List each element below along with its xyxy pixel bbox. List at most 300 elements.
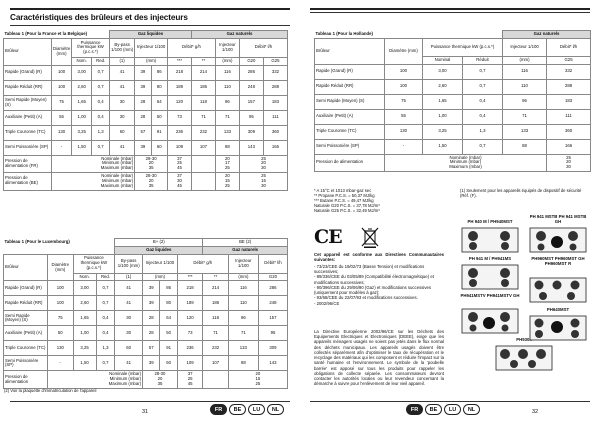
table-cell: 55	[51, 110, 71, 125]
language-flags	[406, 404, 480, 415]
cell-line: 28-30	[145, 155, 157, 161]
cell-line: 30	[177, 177, 182, 183]
table-cell: 71	[228, 326, 258, 341]
table-cell: 116	[503, 64, 547, 79]
table-cell: 1,50	[423, 139, 463, 154]
table-cell: 71	[215, 110, 239, 125]
cell-line: 30	[261, 182, 266, 188]
table-cell: 41	[110, 140, 135, 155]
table-cell: 118	[203, 311, 228, 326]
conformity-list	[314, 264, 444, 306]
table-cell: 248	[239, 80, 263, 95]
table-cell: 111	[263, 110, 287, 125]
weee-text: La Directive Européenne 2002/96/CE sur les Déchets des Equipements Electriques et Electroniques (DEEE), exige que les appareils ménagers usagés ne soient pas jetés dans le flux normal des déchets municipaux. Les appareils usagés doivent être collectés séparément afin d'optimiser le taux de récupération et le recyclage des matériaux qui les composent et réduire l'impact sur la santé humaine et l'environnement. Le symbole de la 'poubelle barrée' est apposé sur tous les produits pour rappeler les obligations de collecte séparée. Les consommateurs devront contacter les autorités locales ou leur revendeur concernant la démarche à suivre pour l'enlèvement de leur vieil appareil.	[314, 329, 444, 387]
table-cell: Semi Rapide (Moyen) (S)	[315, 94, 385, 109]
group-header-be: BE (2)	[203, 239, 288, 247]
table-cell	[385, 154, 547, 171]
sub-header: G25	[547, 56, 591, 64]
table-cell: Auxiliaire (Petit) (A)	[4, 110, 52, 125]
table-cell	[215, 155, 239, 172]
table-cell: 0,7	[92, 80, 110, 95]
col-header: Injecteur 1/100	[143, 254, 178, 273]
table-cell: 73	[168, 110, 192, 125]
table-cell: 71	[503, 109, 547, 124]
table-cell	[177, 371, 203, 388]
conformity-item: - 90/396/CEE du 29/06/90 (Gaz) et modifications successives (uniquement pour modèles à gaz);	[314, 284, 432, 296]
table-row	[4, 326, 288, 341]
footnote-line: Naturale G20 P.C.S. = 37,78 MJ/m³	[314, 203, 380, 209]
cell-line: Maximum (mbar)	[100, 182, 134, 188]
table-cell: 248	[258, 296, 287, 311]
col-header: Diamètre (mm)	[51, 38, 71, 65]
table-cell	[191, 173, 215, 190]
table-cell: 288	[263, 80, 287, 95]
sub-header: Nom.	[73, 273, 96, 281]
table-cell: 110	[503, 79, 547, 94]
conformity-item: - 89/336/CEE du 03/05/89 (Compatibilité électromagnétique) et modifications successives;	[314, 274, 434, 285]
table-cell: 120	[177, 311, 203, 326]
pressure-row	[4, 173, 288, 190]
table-cell: 133	[503, 124, 547, 139]
table-cell: 28	[143, 326, 160, 341]
table-cell: 64	[160, 311, 177, 326]
cell-line: 20	[225, 173, 230, 179]
page-number: 31	[142, 409, 149, 415]
table-cell: 116	[228, 281, 258, 296]
product-label: PH930..	[516, 337, 532, 342]
table-cell: 0,4	[96, 326, 115, 341]
pressure-row	[4, 371, 288, 388]
table-cell: 143	[258, 356, 287, 371]
sub-header: G20	[258, 273, 287, 281]
cell-line: Maximum (mbar)	[449, 164, 482, 170]
language-badge: LU	[248, 404, 265, 415]
table-cell: 30	[110, 110, 135, 125]
sub-header: (1)	[110, 57, 135, 65]
col-header: Injecteur 1/100	[503, 38, 547, 56]
cell-line: 15	[255, 376, 261, 382]
table-cell: 286	[258, 281, 287, 296]
table-row	[4, 311, 288, 326]
product-label: PH 941 M / PH941MS	[468, 256, 512, 261]
product-label: PH941MSTV PH941MSTV GH	[460, 293, 520, 298]
table-cell: 88	[215, 140, 239, 155]
cell-line: 25	[187, 376, 193, 382]
table-cell: 86	[160, 281, 177, 296]
table-cell: 0,4	[96, 311, 115, 326]
table-cell: 0,4	[92, 110, 110, 125]
table-cell: 64	[151, 95, 167, 110]
cell-line: 25	[225, 182, 230, 188]
product-label: PH960MST PH960MST GH PH960MST R	[531, 256, 585, 266]
table-cell: Auxiliaire (Petit) (A)	[4, 326, 48, 341]
hob-diagram	[461, 227, 519, 253]
sub-header: (mm)	[215, 57, 239, 65]
table-cell: 1,50	[73, 356, 96, 371]
table-row	[315, 64, 591, 79]
table-cell: 0,4	[92, 95, 110, 110]
table-cell: 55	[385, 109, 423, 124]
table-netherlands	[314, 30, 591, 172]
table-cell: 80	[160, 296, 177, 311]
cell-line: 17	[225, 160, 230, 166]
table-cell: 91	[151, 125, 167, 140]
table-cell: 39	[135, 140, 151, 155]
conformity-title: Cet appareil est conforme aux Directives Communautaires suivantes:	[314, 252, 444, 263]
table-cell: 75	[385, 94, 423, 109]
table-cell: 2,60	[73, 296, 96, 311]
cell-line: 20	[566, 159, 571, 165]
table-cell: 41	[110, 80, 135, 95]
table-cell: 71	[191, 110, 215, 125]
table-cell: 3,00	[73, 281, 96, 296]
cell-line: 35	[148, 165, 154, 171]
cell-line: 45	[177, 182, 182, 188]
cell-line: Minimum (mbar)	[449, 159, 482, 165]
group-header-natural: Gaz naturels	[203, 246, 288, 254]
table-cell: 1,50	[72, 140, 92, 155]
table-cell: Rapide Réduit (RR)	[315, 79, 385, 94]
table-cell: 28	[135, 95, 151, 110]
table-cell: 88	[503, 139, 547, 154]
table-row	[4, 80, 288, 95]
table-row	[315, 94, 591, 109]
cell-line: 20	[148, 177, 154, 183]
table-luxembourg	[3, 238, 288, 389]
table-cell: 120	[168, 95, 192, 110]
table-cell: Semi Poissonière (SP)	[315, 139, 385, 154]
table-cell: 39	[135, 80, 151, 95]
table-cell: 360	[547, 124, 591, 139]
hob-diagram	[495, 345, 553, 371]
crossed-bin-icon	[360, 226, 380, 248]
ce-mark-icon: CE	[314, 226, 342, 248]
sub-header: **	[191, 57, 215, 65]
table-cell: -	[385, 139, 423, 154]
table-row	[4, 95, 288, 110]
col-header: Débit* g/h	[168, 38, 216, 57]
cell-line: 25	[566, 154, 571, 160]
hob-diagram	[529, 277, 587, 303]
col-header: Injecteur 1/100	[228, 254, 258, 273]
table-row	[4, 341, 288, 356]
table-cell: 0,7	[96, 296, 115, 311]
table-cell: 41	[110, 65, 135, 80]
table-cell: 3,25	[72, 125, 92, 140]
bottom-rule	[310, 401, 590, 402]
table-cell: 157	[258, 311, 287, 326]
table-cell: 95	[239, 110, 263, 125]
cell-line: 25	[261, 173, 266, 179]
table-cell: 232	[191, 125, 215, 140]
table-cell: 166	[263, 140, 287, 155]
table-cell: 91	[160, 341, 177, 356]
table-cell	[215, 173, 239, 190]
cell-line: 28-30	[145, 173, 157, 179]
table-cell: 41	[115, 296, 143, 311]
table-cell: 1,3	[463, 124, 503, 139]
language-badge: NL	[267, 404, 284, 415]
table-row	[4, 110, 288, 125]
col-header: Injecteur 1/100	[215, 38, 239, 57]
table-cell: 50	[151, 110, 167, 125]
table-row	[315, 124, 591, 139]
cell-line: 45	[187, 381, 193, 387]
table-cell: 60	[110, 125, 135, 140]
table-cell: 286	[239, 65, 263, 80]
footnote-line: * A 15°C et 1013 mbar-gaz sec	[314, 188, 372, 193]
table-cell: Rapide (Grand) (R)	[4, 281, 48, 296]
table-row	[315, 109, 591, 124]
sub-header: Réduit	[463, 56, 503, 64]
footnote-line: Naturale G25 P.C.S. = 32,49 MJ/m³	[314, 208, 380, 214]
table-cell: 111	[547, 109, 591, 124]
table-cell: 189	[168, 80, 192, 95]
table-cell: 0,4	[463, 94, 503, 109]
group-header-liquid: Gaz liquides	[115, 246, 203, 254]
table-cell	[203, 371, 228, 388]
table-cell: 50	[160, 326, 177, 341]
table-cell: 60	[151, 140, 167, 155]
table-cell: 143	[239, 140, 263, 155]
table-cell: 116	[215, 65, 239, 80]
cell-line: 30	[566, 164, 571, 170]
table-cell: 100	[51, 80, 71, 95]
table-cell: 60	[160, 356, 177, 371]
cell-line: 20	[157, 376, 163, 382]
table-cell: 2,60	[423, 79, 463, 94]
cell-line: 45	[177, 165, 182, 171]
sub-header: **	[203, 273, 228, 281]
col-header: Brûleur	[315, 38, 385, 64]
table-cell	[239, 173, 287, 190]
table-footnote: (2) Voir la plaquette d'immatriculation de l'appareil	[4, 388, 97, 393]
table-row	[4, 65, 288, 80]
language-badge: LU	[444, 404, 461, 415]
table-cell: 41	[115, 356, 143, 371]
table-cell: 0,7	[92, 65, 110, 80]
group-header-natural: Gaz naturels	[191, 31, 287, 39]
table-cell: 107	[191, 140, 215, 155]
table-cell: 0,7	[96, 281, 115, 296]
table-cell: 3,00	[72, 65, 92, 80]
table-cell: 288	[547, 79, 591, 94]
cell-line: Nominale (mbar)	[101, 155, 134, 161]
table-cell: 1,00	[73, 326, 96, 341]
col-header: Injecteur 1/100	[135, 38, 168, 57]
col-header: Puissance thermique kW (p.c.s.*)	[73, 254, 115, 273]
table-cell: 60	[115, 341, 143, 356]
table-row	[4, 356, 288, 371]
table-cell: Triple Couronne (TC)	[315, 124, 385, 139]
hob-diagram	[461, 264, 519, 290]
table-cell: 50	[48, 326, 73, 341]
language-badge: FR	[406, 404, 423, 415]
group-header-b: B+ (2)	[115, 239, 203, 247]
col-header: Débit* g/h	[177, 254, 228, 273]
conformity-item: - 73/23/CEE du 19/02/73 (Basse Tension) et modifications successives;	[314, 264, 425, 275]
table-cell	[48, 371, 143, 388]
table-cell: Semi Poissonière (SP)	[4, 140, 52, 155]
table-cell: Triple Couronne (TC)	[4, 125, 52, 140]
table-cell: 3,25	[73, 341, 96, 356]
table-cell: 100	[51, 65, 71, 80]
hob-diagram	[529, 227, 587, 253]
cell-line: Minimum (mbar)	[109, 376, 142, 382]
table-cell: 57	[143, 341, 160, 356]
table-cell: 133	[228, 341, 258, 356]
table-cell: 80	[151, 80, 167, 95]
table-cell: 28	[135, 110, 151, 125]
table-caption: Tableau 1 (Pour le Luxembourg)	[4, 239, 70, 244]
table-cell: 214	[203, 281, 228, 296]
top-rule	[10, 8, 290, 10]
table-cell: 1,00	[423, 109, 463, 124]
table-cell: 109	[177, 356, 203, 371]
table-cell: Semi Rapide (Moyen) (S)	[4, 95, 52, 110]
table-cell: 30	[115, 311, 143, 326]
cell-line: 35	[148, 182, 154, 188]
cell-line: 25	[255, 381, 261, 387]
col-header: Diamètre (mm)	[385, 38, 423, 64]
table-cell: 75	[51, 95, 71, 110]
table-row	[315, 139, 591, 154]
table-cell: 332	[547, 64, 591, 79]
table-france-belgium	[3, 30, 288, 191]
table-cell: 30	[115, 326, 143, 341]
table-cell: 88	[228, 356, 258, 371]
table-cell: 1,00	[72, 110, 92, 125]
cell-line: 25	[225, 165, 230, 171]
cell-line: 15	[261, 177, 266, 183]
title-rule	[310, 12, 590, 13]
table-cell: 100	[48, 296, 73, 311]
table-cell: Pression de alimentation (BE)	[4, 173, 52, 190]
cell-line: 37	[177, 155, 182, 161]
cell-line: 20	[225, 155, 230, 161]
table-cell: 73	[177, 326, 203, 341]
table-cell: 57	[135, 125, 151, 140]
table-cell: Rapide Réduit (RR)	[4, 296, 48, 311]
table-cell: 39	[135, 65, 151, 80]
col-header: Puissance thermique kW (p.c.s.*)	[72, 38, 110, 57]
cell-line: 25	[261, 155, 266, 161]
table-cell: 309	[239, 125, 263, 140]
hob-diagram	[461, 308, 519, 334]
table-cell: 186	[203, 296, 228, 311]
table-cell: 39	[143, 281, 160, 296]
table-cell: 71	[203, 326, 228, 341]
conformity-item: - 2002/96/CE	[314, 300, 340, 306]
table-cell: 2,60	[72, 80, 92, 95]
table-cell: 0,7	[463, 139, 503, 154]
table-cell: 96	[503, 94, 547, 109]
product-label: PH 941 MSTB PH 941 MSTB GH	[529, 214, 587, 224]
table-row	[4, 296, 288, 311]
table-cell: 214	[191, 65, 215, 80]
cell-line: Nominale (mbar)	[101, 173, 134, 179]
table-cell: 86	[151, 65, 167, 80]
table-cell: 360	[263, 125, 287, 140]
table-cell: 28	[143, 311, 160, 326]
cell-line: 35	[157, 381, 163, 387]
table-cell: 130	[48, 341, 73, 356]
table-cell: 100	[385, 79, 423, 94]
table-cell: 0,7	[92, 140, 110, 155]
table-cell: 1,3	[92, 125, 110, 140]
right-page	[300, 0, 600, 424]
sub-header: (mm)	[228, 273, 258, 281]
table-cell: Pression de alimentation	[315, 154, 385, 171]
table-cell	[228, 371, 287, 388]
table-cell: 95	[258, 326, 287, 341]
table-cell: 0,7	[463, 64, 503, 79]
table-cell: Triple Couronne (TC)	[4, 341, 48, 356]
group-header-liquid: Gaz liquides	[110, 31, 192, 39]
table-cell: -	[48, 356, 73, 371]
table-cell: 109	[168, 140, 192, 155]
table-cell: 157	[239, 95, 263, 110]
table-cell: 183	[263, 95, 287, 110]
table-cell: 236	[177, 341, 203, 356]
conformity-item: - 93/68/CEE du 22/07/93 et modifications successives.	[314, 295, 418, 301]
table-cell: -	[51, 140, 71, 155]
sub-header: Red.	[92, 57, 110, 65]
table-cell: Auxiliaire (Petit) (A)	[315, 109, 385, 124]
table-cell: 183	[547, 94, 591, 109]
table-cell: 100	[385, 64, 423, 79]
security-note: (1) Seulement pour les appareils équipés de dispositif de sécurité (Réf. (F).	[460, 188, 582, 199]
col-header: Diamètre (mm)	[48, 254, 73, 281]
sub-header: Red.	[96, 273, 115, 281]
table-cell: 189	[177, 296, 203, 311]
col-header: Brûleur	[4, 38, 52, 65]
cell-line: 15	[225, 177, 230, 183]
cell-line: Maximum (mbar)	[100, 165, 134, 171]
table-cell: Rapide (Grand) (R)	[315, 64, 385, 79]
table-cell	[168, 173, 192, 190]
table-cell	[239, 155, 287, 172]
sub-header: (mm)	[135, 57, 168, 65]
table-cell: 39	[143, 296, 160, 311]
table-cell: 232	[203, 341, 228, 356]
table-cell	[143, 371, 178, 388]
sub-header: ***	[168, 57, 192, 65]
cell-line: Minimum (mbar)	[101, 160, 134, 166]
table-cell: Rapide (Grand) (R)	[4, 65, 52, 80]
table-cell: 218	[177, 281, 203, 296]
page-number: 32	[532, 409, 539, 415]
table-row	[4, 140, 288, 155]
table-cell	[51, 155, 134, 172]
sub-header: (mm)	[143, 273, 178, 281]
table-cell: 30	[110, 95, 135, 110]
cell-line: Nominale (mbar)	[109, 371, 142, 377]
table-cell: 39	[143, 356, 160, 371]
col-header: By-pass 1/100 (mm)	[115, 254, 143, 273]
language-badge: BE	[425, 404, 442, 415]
col-header: Débit* l/h	[258, 254, 287, 273]
sub-header: (1)	[115, 273, 143, 281]
table-cell: 96	[228, 311, 258, 326]
table-cell: 1,65	[423, 94, 463, 109]
footnote-line: ** Propane P.C.S. = 50,37 MJ/kg	[314, 193, 375, 199]
table-cell	[51, 173, 134, 190]
table-cell: 100	[48, 281, 73, 296]
table-cell: 3,25	[423, 124, 463, 139]
language-badge: FR	[210, 404, 227, 415]
table-row	[4, 281, 288, 296]
